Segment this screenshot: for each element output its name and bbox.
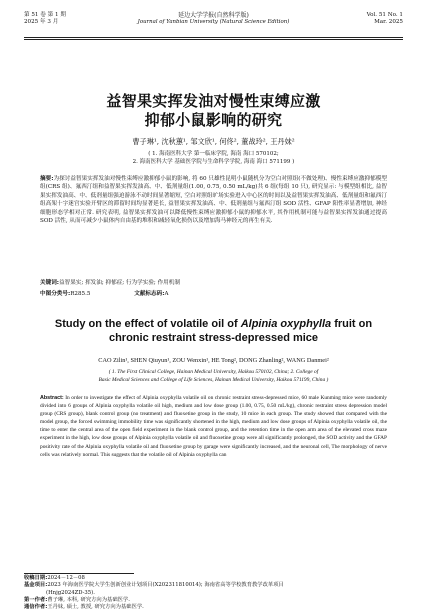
footnotes <box>24 575 403 611</box>
footnote-fund: 基金项目:2023 年海南医学院大学生创新创业计划项目(X202311810014); 海南省高等学校教育教学改革项目 <box>24 582 284 589</box>
title-en-line1: Study on the effect of volatile oil of Alpinia oxyphylla fruit on <box>54 318 373 330</box>
title-cn <box>24 92 403 130</box>
running-header <box>24 12 403 36</box>
abstract-en-label: Abstract: <box>40 395 64 401</box>
keywords-cn-text: 益智果实; 挥发油; 抑郁症; 行为学实验; 作用机制 <box>59 280 180 286</box>
classification-line <box>40 290 387 298</box>
header-rule-thin <box>24 39 403 40</box>
authors-en: CAO Zilin¹, SHEN Qiuyun¹, ZOU Wenxin¹, HE Tong², DONG Zhanling², WANG Danmei² <box>98 357 329 364</box>
affiliation-cn-1: ( 1. 海南医科大学 第一临床学院, 海南 海口 570102; <box>148 151 279 157</box>
footnote-fund-cont: (Hnjg2024ZD-35). <box>46 589 95 596</box>
title-en-line2: chronic restraint stress-depressed mice <box>108 332 319 344</box>
footnote-rule <box>24 573 134 574</box>
clc-value: R285.5 <box>70 291 91 297</box>
affiliation-en-1: ( 1. The First Clinical College, Hainan Medical University, Haikou 570102, China; 2. College of <box>108 369 319 375</box>
clc-label: 中图分类号: <box>40 291 71 297</box>
header-volume-en: Vol. 51 No. 1 <box>366 12 403 18</box>
title-cn-line1: 益智果实挥发油对慢性束缚应激 <box>106 92 321 110</box>
title-en <box>28 317 399 345</box>
abstract-en-text: In order to investigate the effect of Alpinia oxyphylla volatile oil on chronic restraint stress-depressed mice, 60 male Kunming mice were randomly divided into 6 groups of Alpinia oxyphylla volatile oil high, medium and low dose group (1.00, 0.75, 0.50 mL/kg), chronic restraint stress depression model group (CRS group), blank control group (no treatment) and fluoxetine group in the study, 10 mice in each group. The study showed that compared with the model group, the forced swimming immobility time was significantly shortened in the high, medium and low dose groups of Alpinia oxyphylla volatile oil, the time to enter the central area of the open field experiment in the blank control group, and the retention time in the open arm area of the elevated cross maze experiment in the high, low dose groups of Alpinia oxyphylla volatile oil and fluoxetine group were all significantly prolonged, the SOD activity and the GFAP positivity rate of the Alpinia oxyphylla volatile oil and fluoxetine group by garage were significantly increased, and the neuronal cell, The morphology of nerve cells was relatively normal. This suggests that the volatile oil of Alpinia oxyphylla can <box>40 395 387 458</box>
abstract-cn-text: 为探讨益智果实挥发油对慢性束缚应激抑郁小鼠的影响, 将 60 只雄性昆明小鼠随机分为空白对照组(不做处理)、慢性束缚应激抑郁模型组(CRS 组)、氟西汀组和益智果实挥发油高、中、低剂量组(1.00, 0.75, 0.50 mL/kg)共 6 组(每组 10 只), 研究显示: 与模型组相比, 益智果实挥发油高、中、低剂量组强迫游泳不动时间显著缩短, 空白对照组旷场实验进入中心区的时间以及益智果实挥发油高、低剂量组和氟西汀组高架十字迷宫实验开臂区的滞留时间均显著延长, 益智果实挥发油高、中、低剂量组与氟西汀组 SOD 活性、GFAP 阳性率显著增加, 神经细胞形态学相对正常. 研究表明, 益智果实挥发油可以降低慢性束缚应激抑郁小鼠的抑郁水平, 其作用机制可能与益智果实挥发油通过提高 SOD 活性, 从而可减少小鼠体内自由基的堆积和减轻氧化损伤以及增加海马神经元的再生有关. <box>40 176 387 225</box>
header-volume: 第 51 卷 第 1 期 <box>24 12 66 18</box>
affiliations-cn <box>24 150 403 166</box>
header-journal-name <box>24 12 403 26</box>
species-name: Alpinia oxyphylla <box>240 318 332 330</box>
keywords-cn <box>40 279 387 287</box>
abstract-cn-label: 摘要: <box>40 176 54 182</box>
title-cn-line2: 抑郁小鼠影响的研究 <box>144 111 283 129</box>
journal-name-cn: 延边大学学报(自然科学版) <box>178 12 249 19</box>
header-volume-info-en <box>367 12 403 26</box>
affiliations-en <box>34 369 393 384</box>
doc-code-value: A <box>164 291 169 297</box>
authors-cn: 曹子琳¹, 沈秋蕙¹, 邹文欣¹, 何佟², 董战玲², 王丹妹² <box>132 137 295 146</box>
footnote-first-author: 第一作者:曹子琳, 本科, 研究方向为基础医学. <box>24 596 130 603</box>
keywords-cn-label: 关键词: <box>40 280 60 286</box>
doc-code-label: 文献标志码: <box>134 291 165 297</box>
journal-name-en: Journal of Yanbian University (Natural Science Edition) <box>137 19 290 26</box>
footnote-received: 收稿日期:2024－12－08 <box>24 575 85 581</box>
abstract-en <box>40 394 387 459</box>
footnote-corresponding-author: 通信作者:王丹妹, 硕士, 教授, 研究方向为基础医学. <box>24 604 144 611</box>
header-date-en: Mar. 2025 <box>374 19 403 25</box>
affiliation-cn-2: 2. 海南医科大学 基础医学院与生命科学学院, 海南 海口 571199 ) <box>132 159 295 165</box>
abstract-cn <box>40 175 387 225</box>
header-date-cn: 2025 年 3 月 <box>24 19 59 25</box>
affiliation-en-2: Basic Medical Sciences and College of Life Sciences, Hainan Medical University, Haikou 571199, China ) <box>98 376 329 383</box>
